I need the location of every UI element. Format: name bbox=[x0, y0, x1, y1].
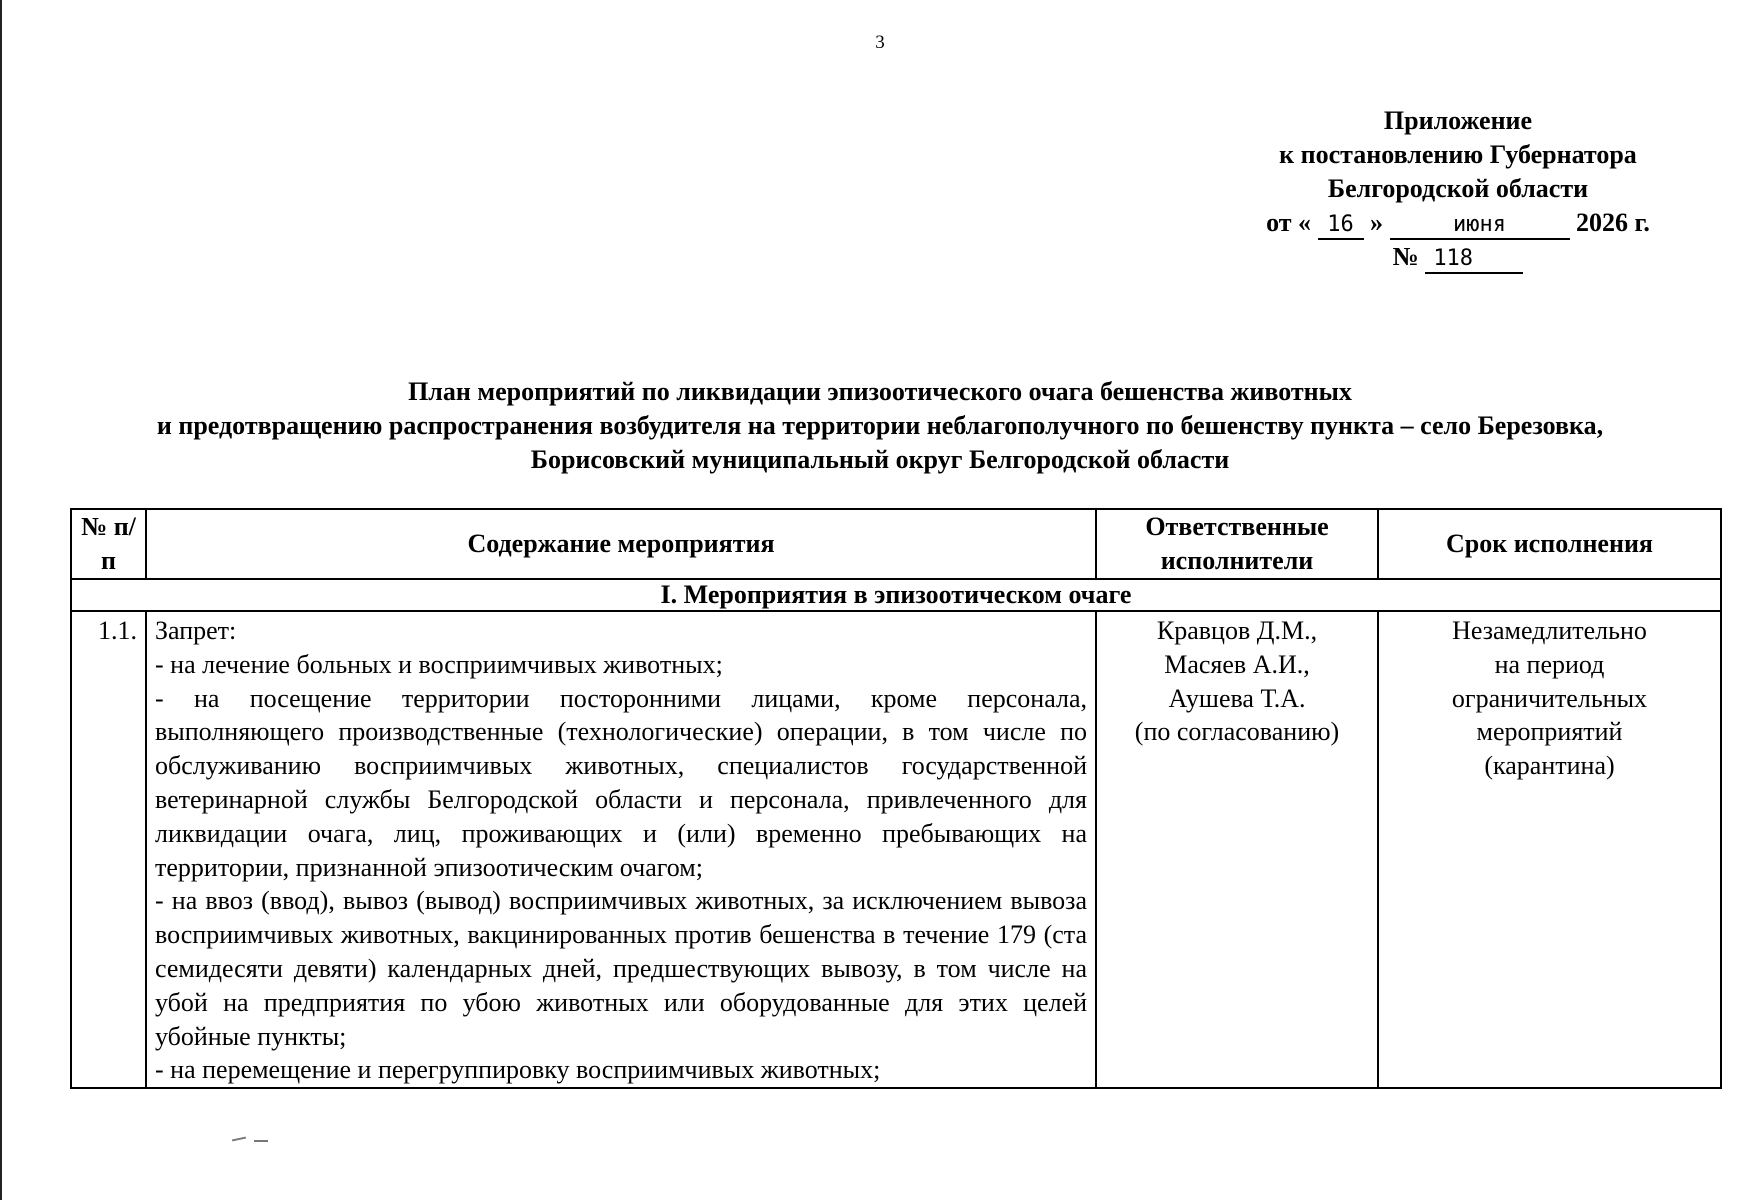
number-prefix: № bbox=[1392, 242, 1419, 271]
date-mid: » bbox=[1370, 208, 1384, 237]
content-paragraph: - на лечение больных и восприимчивых животных; bbox=[155, 649, 723, 679]
header-num: № п/п bbox=[71, 509, 146, 579]
table-row bbox=[71, 611, 1721, 1088]
appendix-heading: Приложение bbox=[1383, 106, 1533, 135]
row-content bbox=[146, 611, 1096, 1088]
content-paragraph: Запрет: bbox=[155, 616, 237, 645]
appendix-date bbox=[1228, 206, 1688, 240]
date-day: 16 bbox=[1318, 212, 1364, 240]
title-line-2: и предотвращению распространения возбудителя на территории неблагополучного по бешенству пункта – село Березовка, bbox=[156, 411, 1604, 440]
responsible-person: Масяев А.И., bbox=[1164, 649, 1310, 679]
row-number: 1.1. bbox=[71, 611, 146, 1088]
measures-table bbox=[70, 508, 1722, 1089]
page-left-edge bbox=[0, 0, 2, 1200]
number-value: 118 bbox=[1425, 246, 1523, 274]
title-line-1: План мероприятий по ликвидации эпизоотического очага бешенства животных bbox=[408, 377, 1352, 406]
content-paragraph: - на ввоз (ввод), вывоз (вывод) восприимчивых животных, за исключением вывоза восприимчивых животных, вакцинированных против бешенства в течение 179 (ста семидесяти девяти) календарных дней, предшествующих вывозу, в том числе на убой на предприятия по убою животных или оборудованные для этих целей убойные пункты; bbox=[155, 886, 1087, 1051]
appendix-block bbox=[1228, 104, 1688, 274]
appendix-region: Белгородской области bbox=[1327, 174, 1589, 203]
title-line-3: Борисовский муниципальный округ Белгородской области bbox=[530, 445, 1230, 474]
content-paragraph: - на посещение территории посторонними лицами, кроме персонала, выполняющего производственные (технологические) операции, в том числе по обслуживанию восприимчивых животных, специалистов государственной ветеринарной службы Белгородской области и персонала, привлеченного для ликвидации очага, лиц, проживающих и (или) временно пребывающих на территории, признанной эпизоотическим очагом; bbox=[155, 683, 1087, 882]
responsible-person: Кравцов Д.М., bbox=[1156, 616, 1318, 645]
document-title bbox=[40, 375, 1720, 477]
section-title: I. Мероприятия в эпизоотическом очаге bbox=[71, 579, 1721, 611]
appendix-decree: к постановлению Губернатора bbox=[1279, 140, 1637, 169]
term-line: (карантина) bbox=[1484, 751, 1615, 781]
appendix-number bbox=[1228, 240, 1688, 274]
term-line: на период bbox=[1494, 649, 1605, 679]
header-term: Срок исполнения bbox=[1378, 509, 1721, 579]
responsible-note: (по согласованию) bbox=[1134, 717, 1340, 747]
row-term bbox=[1378, 611, 1721, 1088]
content-paragraph: - на перемещение и перегруппировку восприимчивых животных; bbox=[155, 1055, 881, 1085]
page-number: 3 bbox=[875, 32, 885, 53]
header-responsible: Ответственные исполнители bbox=[1096, 509, 1378, 579]
term-line: мероприятий bbox=[1476, 717, 1623, 747]
term-line: ограничительных bbox=[1451, 683, 1648, 713]
date-month: июня bbox=[1390, 212, 1570, 240]
date-year: 2026 г. bbox=[1576, 208, 1650, 237]
section-row bbox=[71, 579, 1721, 611]
term-line: Незамедлительно bbox=[1452, 616, 1647, 645]
responsible-person: Аушева Т.А. bbox=[1168, 683, 1306, 713]
table-header-row bbox=[71, 509, 1721, 579]
row-responsible bbox=[1096, 611, 1378, 1088]
header-content: Содержание мероприятия bbox=[146, 509, 1096, 579]
date-prefix: от « bbox=[1266, 208, 1312, 237]
scan-speck bbox=[232, 1138, 272, 1141]
